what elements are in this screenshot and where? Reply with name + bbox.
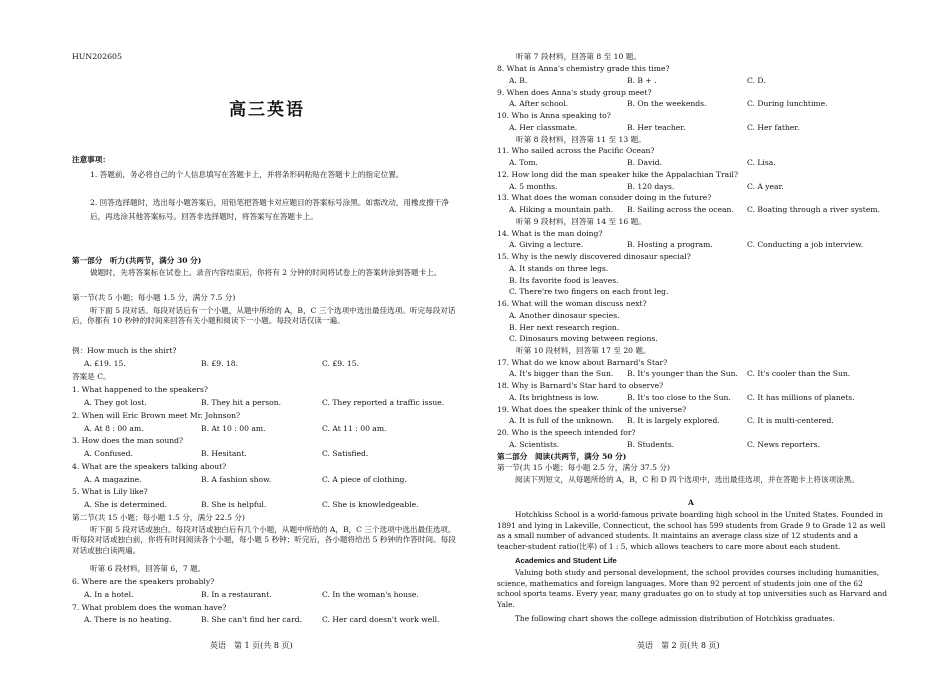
question-8-option-c: C. D. (747, 76, 766, 85)
part2-intro: 阅读下列短文，从每题所给的 A，B，C 和 D 四个选项中，选出最佳选项，并在答题卡上将该项涂黑。 (515, 475, 859, 484)
right-page (475, 0, 950, 688)
question-18: 18. Why is Barnard's Star hard to observe? (497, 381, 664, 390)
passage-subheading: Academics and Student Life (515, 556, 617, 565)
section1-intro: 听下面 5 段对话。每段对话后有一个小题，从题中所给的 A，B，C 三个选项中选出最佳选项。听完每段对话后，你都有 10 秒钟的时间来回答有关小题和阅读下一小题。每段对话仅读一遍。 (72, 306, 456, 326)
question-9-option-b: B. On the weekends. (627, 99, 707, 108)
example-option-a: A. £19. 15. (84, 359, 126, 368)
example-option-c: C. £9. 15. (322, 359, 359, 368)
material-7: 听第 7 段材料，回答第 8 至 10 题。 (516, 52, 641, 61)
question-19-option-a: A. It is full of the unknown. (509, 416, 614, 425)
question-1-option-c: C. They reported a traffic issue. (322, 398, 445, 407)
question-3-option-b: B. Hesitant. (201, 449, 247, 458)
question-2-option-c: C. At 11 : 00 am. (322, 424, 387, 433)
notice-title: 注意事项： (72, 155, 110, 164)
question-18-option-c: C. It has millions of planets. (747, 393, 855, 402)
question-15-option-c: C. There're two fingers on each front leg. (509, 287, 669, 296)
question-11-option-a: A. Tom. (509, 158, 538, 167)
question-15-option-a: A. It stands on three legs. (509, 264, 609, 273)
question-16: 16. What will the woman discuss next? (497, 299, 647, 308)
question-6: 6. Where are the speakers probably? (72, 577, 215, 586)
part2-title: 第二部分 阅读(共两节，满分 50 分) (497, 452, 627, 461)
example-option-b: B. £9. 18. (201, 359, 238, 368)
material-6: 听第 6 段材料，回答第 6，7 题。 (90, 564, 206, 573)
question-3-option-a: A. Confused. (84, 449, 133, 458)
passage-letter: A (688, 498, 694, 507)
question-11-option-c: C. Lisa. (747, 158, 776, 167)
question-17: 17. What do we know about Barnard's Star? (497, 358, 668, 367)
question-20-option-b: B. Students. (627, 440, 675, 449)
question-5-option-c: C. She is knowledgeable. (322, 500, 419, 509)
example-question: 例：How much is the shirt? (72, 346, 177, 355)
question-6-option-c: C. In the woman's house. (322, 590, 419, 599)
question-13-option-c: C. Boating through a river system. (747, 205, 880, 214)
passage-paragraph-3: The following chart shows the college admission distribution of Hotchkiss graduates. (515, 614, 835, 623)
question-5: 5. What is Lily like? (72, 487, 148, 496)
question-1: 1. What happened to the speakers? (72, 385, 209, 394)
question-10-option-c: C. Her father. (747, 123, 800, 132)
question-13-option-a: A. Hiking a mountain path. (509, 205, 614, 214)
question-6-option-a: A. In a hotel. (84, 590, 134, 599)
question-2-option-b: B. At 10 : 00 am. (201, 424, 266, 433)
question-11-option-b: B. David. (627, 158, 663, 167)
question-1-option-b: B. They hit a person. (201, 398, 282, 407)
question-14-option-b: B. Hosting a program. (627, 240, 713, 249)
part1-title: 第一部分 听力(共两节，满分 30 分) (72, 256, 202, 265)
question-19-option-b: B. It is largely explored. (627, 416, 720, 425)
question-17-option-b: B. It's younger than the Sun. (627, 369, 738, 378)
question-5-option-a: A. She is determined. (84, 500, 167, 509)
question-19-option-c: C. It is multi-centered. (747, 416, 834, 425)
right-page-footer: 英语 第 2 页(共 8 页) (637, 641, 720, 650)
question-7-option-c: C. Her card doesn't work well. (322, 615, 440, 624)
passage-paragraph-1: Hotchkiss School is a world-famous private boarding high school in the United States. Founded in 1891 and lying in Lakeville, Connecticut, the school has 599 students from Grade 9 to Grade 12 as well as a small number of advanced students. It maintains an average class size of 12 students and a teacher-student ratio(比率) of 1 : 5, which allows teachers to care more about each student. (497, 510, 886, 551)
section2-title: 第二节(共 15 小题；每小题 1.5 分，满分 22.5 分) (72, 513, 245, 522)
section1-title: 第一节(共 5 小题；每小题 1.5 分，满分 7.5 分) (72, 293, 236, 302)
notice-2: 2. 回答选择题时，选出每小题答案后，用铅笔把答题卡对应题目的答案标号涂黑。如需改动，用橡皮擦干净后，再选涂其他答案标号。回答非选择题时，将答案写在答题卡上。 (90, 198, 449, 221)
question-3-option-c: C. Satisfied. (322, 449, 369, 458)
question-20-option-c: C. News reporters. (747, 440, 820, 449)
question-10-option-a: A. Her classmate. (509, 123, 578, 132)
question-16-option-a: A. Another dinosaur species. (509, 311, 620, 320)
question-19: 19. What does the speaker think of the universe? (497, 405, 687, 414)
question-14-option-a: A. Giving a lecture. (509, 240, 584, 249)
question-12-option-c: C. A year. (747, 182, 784, 191)
material-10: 听第 10 段材料，回答第 17 至 20 题。 (516, 346, 651, 355)
question-4-option-b: B. A fashion show. (201, 475, 272, 484)
question-18-option-a: A. Its brightness is low. (509, 393, 599, 402)
question-8-option-b: B. B + . (627, 76, 657, 85)
question-12-option-b: B. 120 days. (627, 182, 675, 191)
question-11: 11. Who sailed across the Pacific Ocean? (497, 146, 655, 155)
question-17-option-a: A. It's bigger than the Sun. (509, 369, 614, 378)
part1-intro: 做题时，先将答案标在试卷上。录音内容结束后，你将有 2 分钟的时间将试卷上的答案转涂到答题卡上。 (90, 268, 442, 277)
question-9-option-c: C. During lunchtime. (747, 99, 828, 108)
question-20: 20. Who is the speech intended for? (497, 428, 636, 437)
passage-paragraph-2: Valuing both study and personal development, the school provides courses including humanities, science, mathematics and foreign languages. More than 92 percent of students join one of the 62 school sports teams. Every year, many graduates go on to study at top universities such as Harvard and Yale. (497, 568, 887, 609)
question-5-option-b: B. She is helpful. (201, 500, 267, 509)
question-7-option-a: A. There is no heating. (84, 615, 172, 624)
question-15-option-b: B. Its favorite food is leaves. (509, 276, 619, 285)
question-4-option-c: C. A piece of clothing. (322, 475, 407, 484)
question-7-option-b: B. She can't find her card. (201, 615, 302, 624)
question-8-option-a: A. B. (509, 76, 528, 85)
question-13-option-b: B. Sailing across the ocean. (627, 205, 734, 214)
example-answer: 答案是 C。 (72, 372, 111, 381)
question-3: 3. How does the man sound? (72, 436, 184, 445)
question-8: 8. What is Anna's chemistry grade this time? (497, 64, 670, 73)
question-9-option-a: A. After school. (509, 99, 569, 108)
question-10: 10. Who is Anna speaking to? (497, 111, 611, 120)
page-title: 高三英语 (229, 100, 305, 120)
question-2-option-a: A. At 8 : 00 am. (84, 424, 144, 433)
question-16-option-b: B. Her next research region. (509, 323, 620, 332)
material-9: 听第 9 段材料，回答第 14 至 16 题。 (516, 217, 646, 226)
question-14: 14. What is the man doing? (497, 229, 603, 238)
question-12-option-a: A. 5 months. (509, 182, 558, 191)
material-8: 听第 8 段材料，回答第 11 至 13 题。 (516, 135, 646, 144)
question-17-option-c: C. It's cooler than the Sun. (747, 369, 851, 378)
question-14-option-c: C. Conducting a job interview. (747, 240, 864, 249)
section2-intro: 听下面 5 段对话或独白。每段对话或独白后有几个小题，从题中所给的 A，B，C 三个选项中选出最佳选项。听每段对话或独白前，你将有时间阅读各个小题，每小题 5 秒钟；听完后，各小题将给出 5 秒钟的作答时间。每段对话或独白读两遍。 (72, 525, 456, 555)
question-10-option-b: B. Her teacher. (627, 123, 686, 132)
question-1-option-a: A. They got lost. (84, 398, 147, 407)
question-20-option-a: A. Scientists. (509, 440, 560, 449)
question-9: 9. When does Anna's study group meet? (497, 88, 652, 97)
notice-1: 1. 答题前，务必将自己的个人信息填写在答题卡上，并将条形码粘贴在答题卡上的指定位置。 (90, 170, 404, 179)
question-15: 15. Why is the newly discovered dinosaur special? (497, 252, 691, 261)
question-18-option-b: B. It's too close to the Sun. (627, 393, 731, 402)
question-16-option-c: C. Dinosaurs moving between regions. (509, 334, 658, 343)
question-4: 4. What are the speakers talking about? (72, 462, 227, 471)
question-4-option-a: A. A magazine. (84, 475, 142, 484)
part2-section1-title: 第一节(共 15 小题；每小题 2.5 分，满分 37.5 分) (497, 463, 670, 472)
left-page-footer: 英语 第 1 页(共 8 页) (210, 641, 293, 650)
question-7: 7. What problem does the woman have? (72, 603, 227, 612)
question-12: 12. How long did the man speaker hike the Appalachian Trail? (497, 170, 739, 179)
question-6-option-b: B. In a restaurant. (201, 590, 272, 599)
exam-code: HUN202605 (72, 52, 122, 61)
question-13: 13. What does the woman consider doing in the future? (497, 193, 712, 202)
question-2: 2. When will Eric Brown meet Mr. Johnson? (72, 411, 241, 420)
